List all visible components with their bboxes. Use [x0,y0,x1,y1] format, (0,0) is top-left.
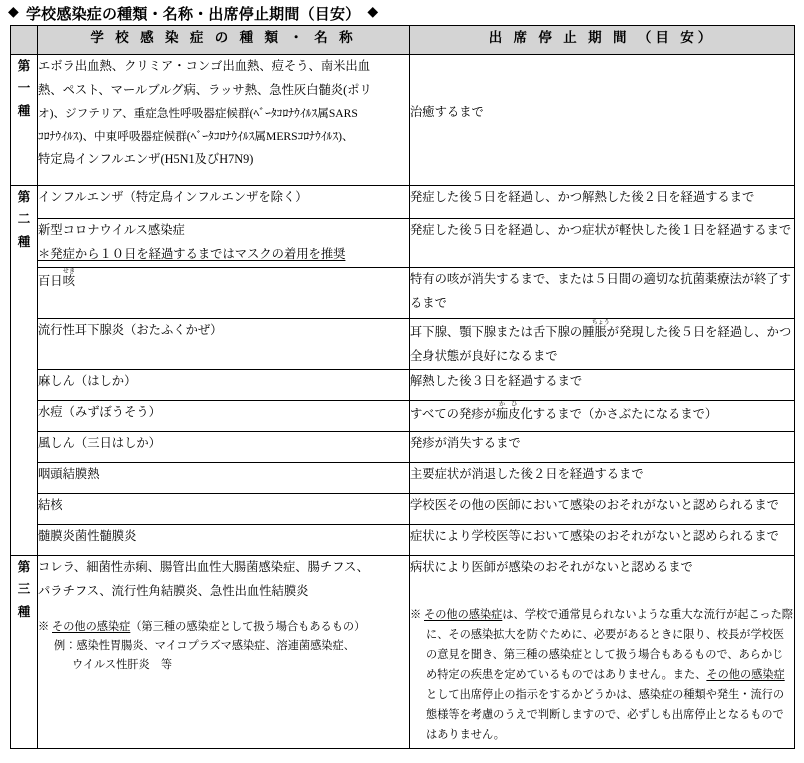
period-prefix: すべての発疹が [410,407,496,421]
page-title-text: 学校感染症の種類・名称・出席停止期間（目安） [25,6,361,23]
diamond-right-icon: ◆ [367,5,379,20]
note-paragraph [410,606,794,746]
kind-char: 第 [17,560,31,574]
suspension-period-cell: 治癒するまで [410,55,795,186]
kind-label-vertical [18,556,31,623]
table-header [11,26,795,55]
note-mark: ※ [410,608,422,621]
table-row [11,186,795,219]
kind-cell-type2 [11,186,38,556]
note-mark: ※ [38,620,50,633]
disease-name-line: パラチフス、流行性角結膜炎、急性出血性結膜炎 [38,583,309,598]
suspension-period-cell [410,556,795,749]
kind-char: 二 [17,212,31,227]
disease-name-cell: 咽頭結膜熱 [38,463,410,494]
disease-name-text: 新型コロナウイルス感染症 [38,223,185,237]
kind-cell-type3 [11,556,38,749]
table-header-row [11,26,795,55]
suspension-period-cell: 主要症状が消退した後２日を経過するまで [410,463,795,494]
ruby-base: 咳 [62,274,75,288]
page-title [8,2,788,24]
table-row [11,463,795,494]
kind-char: 一 [17,81,31,96]
disease-table [10,25,795,749]
ruby-text: ちょう [591,319,610,326]
spacer [410,580,794,606]
disease-name-cell: インフルエンザ（特定鳥インフルエンザを除く） [38,186,410,219]
note-example-line: ウイルス性肝炎 等 [72,659,173,672]
note-underlined-term: その他の感染症 [706,668,785,681]
disease-table-wrapper [10,25,794,749]
table-row [11,432,795,463]
kind-label-vertical [18,186,31,253]
table-row [11,55,795,186]
table-row [11,319,795,370]
header-kind [11,26,38,55]
period-suffix: 化するまで（かさぶたになるまで） [520,407,718,421]
note-line [38,618,409,637]
disease-name-prefix: 百日 [38,274,63,288]
note-rest: （第三種の感染症として扱う場合もあるもの） [130,620,366,633]
table-row [11,268,795,319]
kind-char: 種 [17,103,31,118]
disease-name-line: コレラ、細菌性赤痢、腸管出血性大腸菌感染症、腸チフス、 [38,560,369,574]
disease-name-cell: 結核 [38,494,410,525]
suspension-period-cell: 学校医その他の医師において感染のおそれがないと認められるまで [410,494,795,525]
disease-name-note: ＊発症から１０日を経過するまではマスクの着用を推奨 [38,246,346,261]
suspension-period-cell: 症状により学校医等において感染のおそれがないと認められるまで [410,525,795,556]
note-part2: として出席停止の指示をするかどうかは、感染症の種類や発生・流行の態様等を考慮のうえで判断しますので、必ずしも出席停止となるものではありません。 [426,688,785,741]
note-underlined-term: その他の感染症 [424,608,503,621]
disease-name-line: 特定鳥インフルエンザ(H5N1及びH7N9) [38,152,254,167]
disease-name-cell: 髄膜炎菌性髄膜炎 [38,525,410,556]
table-row [11,525,795,556]
kind-cell-type1 [11,55,38,186]
table-row [11,219,795,268]
header-suspension-period: 出 席 停 止 期 間 （目 安） [410,26,795,55]
kind-char: 種 [17,234,31,249]
note-part1: は、学校で通常見られないような重大な流行が起こった際に、その感染拡大を防ぐために、必要があるときに限り、校長が学校医の意見を聞き、第三種の感染症として扱う場合もあるもので、あらかじめ特定の疾患を定めているものではありません。また、 [426,608,793,681]
diamond-left-icon: ◆ [8,5,19,20]
disease-name-cell: 水痘（みずぼうそう） [38,401,410,432]
other-infections-note [38,618,409,676]
ruby-text: せき [62,268,75,275]
note-underlined-term: その他の感染症 [52,620,131,633]
table-row [11,401,795,432]
disease-name-cell: 風しん（三日はしか） [38,432,410,463]
ruby-annotation [495,401,521,421]
period-prefix: 耳下腺、顎下腺または舌下腺の腫 [410,325,595,339]
disease-name-cell: 麻しん（はしか） [38,370,410,401]
spacer [38,604,409,618]
ruby-annotation [591,319,610,339]
period-text: 病状により医師が感染のおそれがないと認めるまで [410,560,693,574]
table-row [11,556,795,749]
kind-char: 種 [17,604,31,619]
suspension-period-cell [410,319,795,370]
disease-name-cell [38,268,410,319]
ruby-text: かひ [495,401,521,408]
suspension-period-cell [410,401,795,432]
kind-label-vertical [18,55,31,122]
table-row [11,494,795,525]
disease-name-line: オ)、ジフテリア、重症急性呼吸器症候群(ﾍﾞｰﾀｺﾛﾅｳｲﾙｽ属SARS [38,106,358,120]
period-suffix: が発現した後５日を経過し、かつ全身状態が良好になるまで [410,325,792,363]
suspension-period-cell: 解熱した後３日を経過するまで [410,370,795,401]
table-row [11,370,795,401]
suspension-period-cell: 発症した後５日を経過し、かつ解熱した後２日を経過するまで [410,186,795,219]
ruby-base: 脹 [591,325,610,339]
disease-name-cell [38,55,410,186]
disease-name-cell [38,556,410,749]
note-example-line: 例：感染性胃腸炎、マイコプラズマ感染症、溶連菌感染症、 [54,640,355,653]
kind-char: 第 [17,190,31,204]
table-body [11,55,795,749]
header-disease-name: 学 校 感 染 症 の 種 類 ・ 名 称 [38,26,410,55]
disease-name-line: エボラ出血熱、クリミア・コンゴ出血熱、痘そう、南米出血 [38,59,371,73]
kind-char: 三 [17,582,31,597]
disease-name-cell: 流行性耳下腺炎（おたふくかぜ） [38,319,410,370]
other-infections-explanation [410,606,794,746]
disease-name-cell [38,219,410,268]
kind-char: 第 [17,59,31,73]
ruby-base: 痂皮 [495,407,521,421]
suspension-period-cell: 特有の咳が消失するまで、または５日間の適切な抗菌薬療法が終了するまで [410,268,795,319]
suspension-period-cell: 発症した後５日を経過し、かつ症状が軽快した後１日を経過するまで [410,219,795,268]
suspension-period-cell: 発疹が消失するまで [410,432,795,463]
disease-name-line: ｺﾛﾅｳｲﾙｽ)、中東呼吸器症候群(ﾍﾞｰﾀｺﾛﾅｳｲﾙｽ属MERSｺﾛﾅｳｲﾙｽ)、 [38,129,354,143]
disease-name-line: 熱、ペスト、マールブルグ病、ラッサ熱、急性灰白髄炎(ポリ [38,82,372,97]
ruby-annotation [62,268,75,288]
